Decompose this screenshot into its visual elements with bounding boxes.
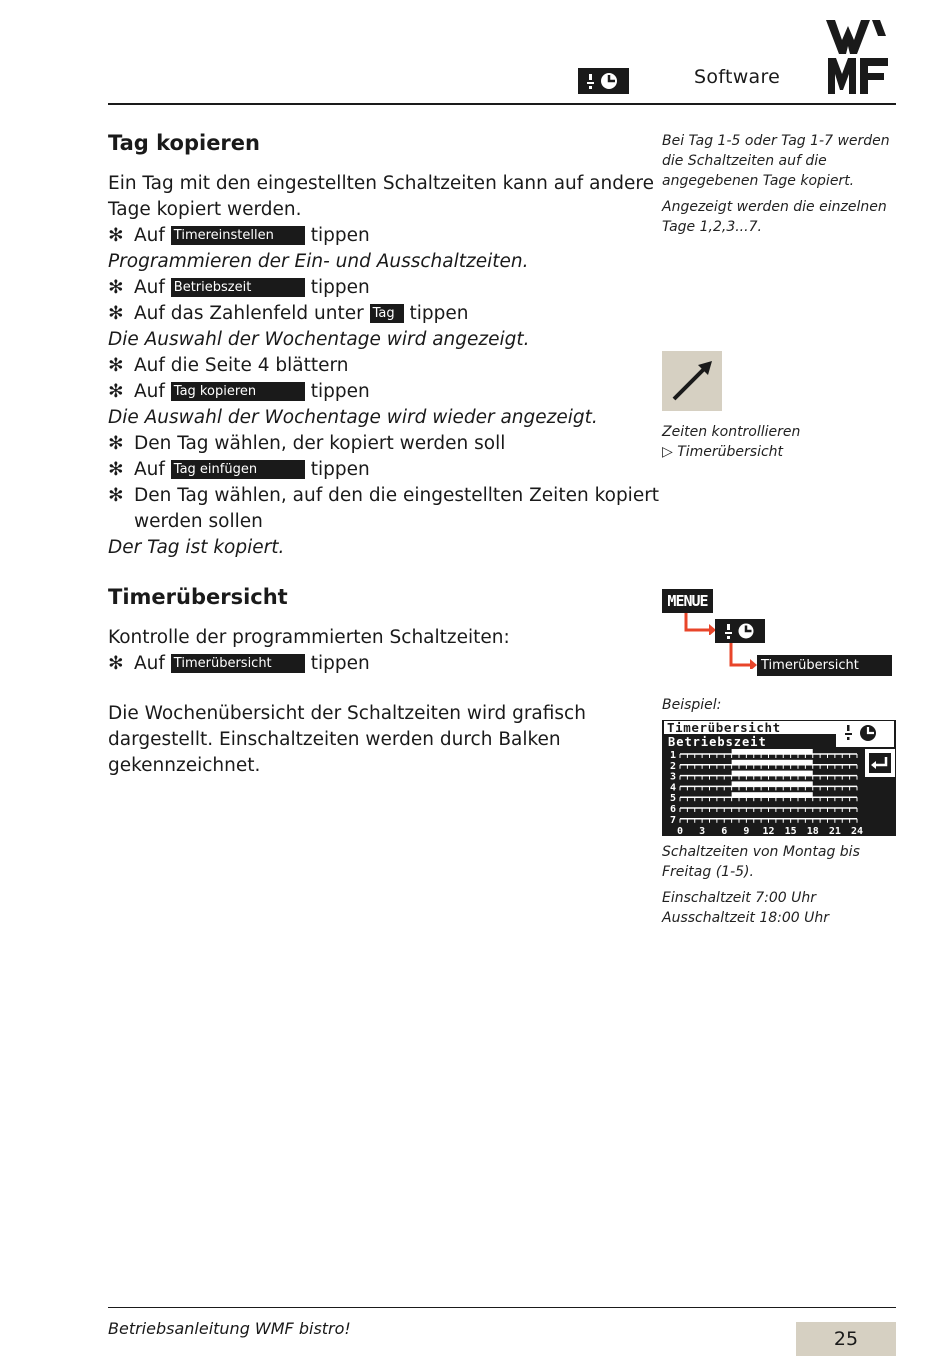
lcd-subtitle: Betriebszeit	[668, 735, 767, 749]
lcd-day-label: 5	[670, 793, 677, 805]
step-seite-text: Auf die Seite 4 blättern	[134, 355, 349, 376]
caption-2: Einschaltzeit 7:00 Uhr	[662, 890, 816, 906]
asterisk-bullet-icon: ✻	[108, 653, 124, 674]
sidebar-note-2: Angezeigt werden die einzelnen Tage 1,2,3...7.	[662, 199, 887, 235]
section2-desc-1: Die Wochenübersicht der Schaltzeiten wird grafisch	[108, 703, 586, 724]
asterisk-bullet-icon: ✻	[108, 381, 124, 402]
crossref-link[interactable]: ▷ Timerübersicht	[662, 444, 784, 460]
intro-line-2: Tage kopiert werden.	[108, 199, 302, 220]
caption-3: Ausschaltzeit 18:00 Uhr	[662, 910, 830, 926]
page-number: 25	[796, 1322, 896, 1356]
step-tippen: tippen	[310, 225, 370, 246]
lcd-on-bar	[732, 760, 813, 765]
intro-line-1: Ein Tag mit den eingestellten Schaltzeiten kann auf andere	[108, 173, 654, 194]
timer-clock-button[interactable]	[715, 619, 765, 643]
sidebar-notes	[662, 131, 892, 243]
step-timereinstellen	[108, 223, 638, 249]
footer-rule	[108, 1307, 896, 1308]
header-section-title: Software	[694, 66, 781, 88]
betriebszeit-button[interactable]: Betriebszeit	[171, 278, 305, 297]
step-ziel	[108, 483, 660, 509]
step-tag-kopieren	[108, 379, 638, 405]
asterisk-bullet-icon: ✻	[108, 303, 124, 324]
step-tippen: tippen	[310, 459, 370, 480]
lcd-day-label: 6	[670, 804, 677, 815]
spacer	[108, 677, 638, 701]
sidebar-crossref	[662, 422, 892, 462]
lcd-title: Timerübersicht	[667, 720, 781, 735]
lcd-day-label: 1	[670, 750, 677, 761]
lcd-day-label: 2	[670, 760, 677, 772]
step-auf: Auf	[134, 459, 165, 480]
lcd-hour-label: 21	[828, 826, 841, 836]
section-title-timeruebersicht: Timerübersicht	[108, 585, 288, 609]
lcd-day-label: 7	[670, 814, 677, 826]
tag-einfuegen-button[interactable]: Tag einfügen	[171, 460, 305, 479]
path-arrow-icon	[727, 643, 761, 673]
lcd-hour-label: 15	[784, 826, 797, 836]
section2-desc-3: gekennzeichnet.	[108, 755, 261, 776]
step-waehlen-text: Den Tag wählen, der kopiert werden soll	[134, 433, 506, 454]
step-betriebszeit	[108, 275, 638, 301]
lcd-hour-label: 0	[676, 826, 684, 836]
step-waehlen	[108, 431, 638, 457]
tag-kopieren-button[interactable]: Tag kopieren	[171, 382, 305, 401]
step-seite	[108, 353, 638, 379]
result-line-1: Programmieren der Ein- und Ausschaltzeiten.	[108, 251, 529, 272]
lcd-hour-label: 9	[743, 826, 750, 836]
lcd-hour-label: 18	[806, 826, 819, 836]
sidebar-note-1: Bei Tag 1-5 oder Tag 1-7 werden die Schaltzeiten auf die angegebenen Tage kopiert.	[662, 133, 890, 189]
section2-intro: Kontrolle der programmierten Schaltzeiten:	[108, 627, 510, 648]
section2-desc-2: dargestellt. Einschaltzeiten werden durch Balken	[108, 729, 561, 750]
lcd-on-bar	[732, 749, 813, 754]
section-title-tag-kopieren: Tag kopieren	[108, 131, 260, 155]
timer-clock-icon	[578, 68, 629, 94]
lcd-on-bar	[732, 781, 813, 786]
lcd-hour-label: 24	[850, 826, 864, 836]
step-tippen: tippen	[409, 303, 469, 324]
beispiel-label: Beispiel:	[662, 697, 722, 713]
footer-text: Betriebsanleitung WMF bistro!	[108, 1319, 351, 1338]
asterisk-bullet-icon: ✻	[108, 433, 124, 454]
lcd-captions	[662, 842, 892, 928]
lcd-hour-label: 12	[762, 826, 775, 836]
lcd-on-bar	[732, 771, 813, 776]
step-tag-einfuegen	[108, 457, 638, 483]
timereinstellen-button[interactable]: Timereinstellen	[171, 226, 305, 245]
step-auf: Auf	[134, 225, 165, 246]
step-ziel-text-2: werden sollen	[134, 511, 263, 532]
wmf-logo	[826, 18, 890, 96]
step-auf: Auf	[134, 653, 165, 674]
timeruebersicht-button[interactable]: Timerübersicht	[171, 654, 305, 673]
lcd-day-label: 4	[670, 782, 677, 794]
step-timeruebersicht	[108, 651, 638, 677]
asterisk-bullet-icon: ✻	[108, 277, 124, 298]
step-zahlenfeld-text: Auf das Zahlenfeld unter	[134, 303, 364, 324]
caption-1: Schaltzeiten von Montag bis Freitag (1-5).	[662, 844, 860, 880]
header-rule	[108, 103, 896, 105]
timeruebersicht-menu-item[interactable]: Timerübersicht	[757, 655, 892, 676]
crossref-label: Zeiten kontrollieren	[662, 424, 801, 440]
tag-button[interactable]: Tag	[370, 304, 404, 323]
arrow-up-right-icon	[662, 351, 722, 411]
step-auf: Auf	[134, 277, 165, 298]
lcd-on-bar	[732, 792, 813, 797]
step-ziel-text-1: Den Tag wählen, auf den die eingestellten Zeiten kopiert	[134, 485, 660, 506]
lcd-hour-label: 3	[699, 826, 706, 836]
asterisk-bullet-icon: ✻	[108, 225, 124, 246]
step-auf: Auf	[134, 381, 165, 402]
section-timeruebersicht-body	[108, 625, 638, 779]
lcd-back-icon[interactable]	[865, 749, 895, 777]
step-zahlenfeld	[108, 301, 638, 327]
asterisk-bullet-icon: ✻	[108, 459, 124, 480]
asterisk-bullet-icon: ✻	[108, 485, 124, 506]
lcd-day-label: 3	[670, 771, 677, 783]
section-tag-kopieren-body	[108, 171, 660, 561]
lcd-timer-overview	[662, 720, 896, 836]
asterisk-bullet-icon: ✻	[108, 355, 124, 376]
step-tippen: tippen	[310, 277, 370, 298]
step-tippen: tippen	[310, 653, 370, 674]
result-line-4: Der Tag ist kopiert.	[108, 537, 285, 558]
step-tippen: tippen	[310, 381, 370, 402]
lcd-hour-label: 6	[721, 826, 728, 836]
result-line-3: Die Auswahl der Wochentage wird wieder angezeigt.	[108, 407, 598, 428]
result-line-2: Die Auswahl der Wochentage wird angezeigt.	[108, 329, 530, 350]
menue-button[interactable]: MENUE	[662, 589, 713, 613]
